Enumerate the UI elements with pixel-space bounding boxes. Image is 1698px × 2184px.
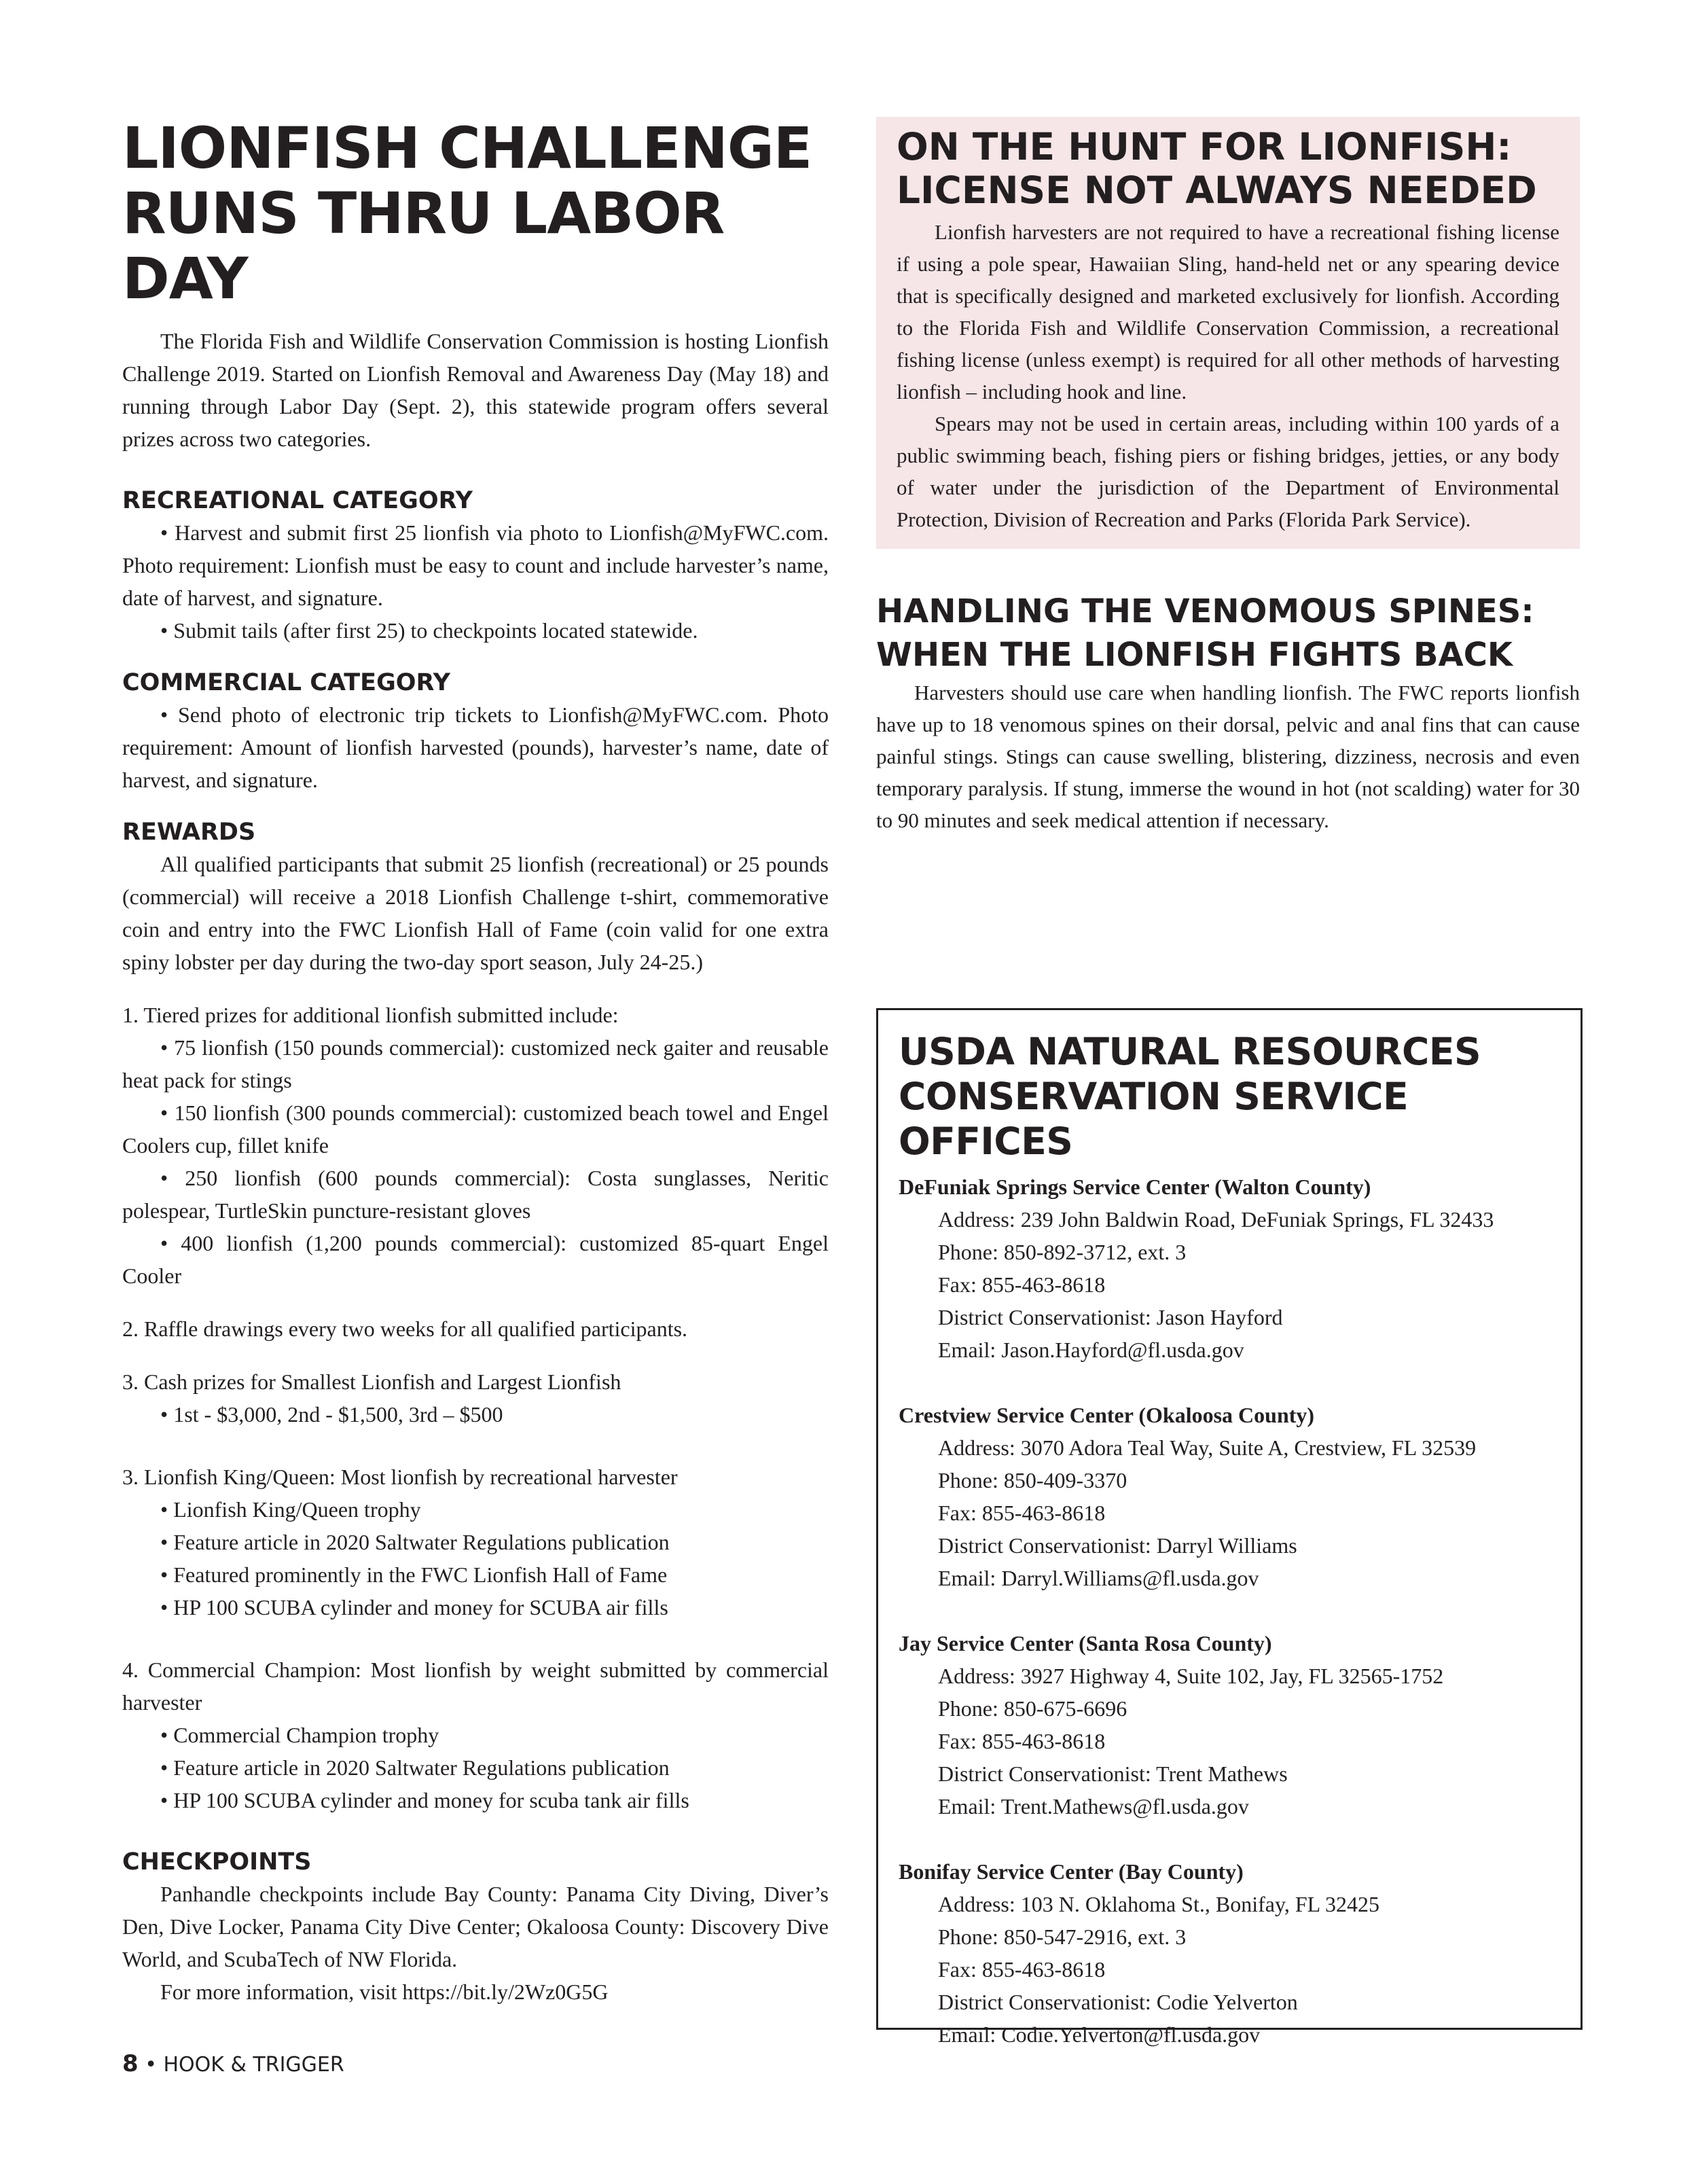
cash-intro: 3. Cash prizes for Smallest Lionfish and Largest Lionfish [122,1370,621,1394]
king-intro: 3. Lionfish King/Queen: Most lionfish by recreational harvester [122,1465,678,1489]
tiered-item-1: • 75 lionfish (150 pounds commercial): customized neck gaiter and reusable heat pack for stings [122,1035,829,1092]
office-conservationist: District Conservationist: Codie Yelverton [938,1990,1298,2014]
champion-item-3: • HP 100 SCUBA cylinder and money for scuba tank air fills [160,1788,689,1812]
license-title-line-1: ON THE HUNT FOR LIONFISH: [897,125,1512,168]
king-item-1: • Lionfish King/Queen trophy [160,1497,421,1522]
com-item-1: • Send photo of electronic trip tickets to Lionfish@MyFWC.com. Photo requirement: Amount of lionfish harvested (pounds), harvester’s name, date of harvest, and signature. [122,702,829,792]
rec-item-2: • Submit tails (after first 25) to checkpoints located statewide. [160,618,698,643]
office-email: Email: Jason.Hayford@fl.usda.gov [938,1338,1244,1362]
usda-title-line-1: USDA NATURAL RESOURCES [899,1030,1481,1073]
king-item-4: • HP 100 SCUBA cylinder and money for SCUBA air fills [160,1595,668,1619]
recreational-heading: RECREATIONAL CATEGORY [122,487,473,514]
tiered-intro: 1. Tiered prizes for additional lionfish submitted include: [122,1003,619,1027]
license-sidebar-box [876,117,1580,549]
office-fax: Fax: 855-463-8618 [938,1957,1106,1982]
office-email: Email: Darryl.Williams@fl.usda.gov [938,1566,1259,1590]
usda-title-line-2: CONSERVATION SERVICE OFFICES [899,1075,1409,1163]
venom-title-line-1: HANDLING THE VENOMOUS SPINES: [876,592,1534,630]
office-address: Address: 3070 Adora Teal Way, Suite A, Crestview, FL 32539 [938,1435,1477,1460]
venom-title [876,590,1580,677]
office-conservationist: District Conservationist: Darryl Williams [938,1533,1297,1558]
checkpoints-heading: CHECKPOINTS [122,1848,312,1876]
cash-item-1: • 1st - $3,000, 2nd - $1,500, 3rd – $500 [160,1402,503,1427]
tiered-item-2: • 150 lionfish (300 pounds commercial): customized beach towel and Engel Coolers cup, fillet knife [122,1100,829,1158]
page-number: 8 [122,2050,139,2077]
title-line-2: RUNS THRU LABOR DAY [122,180,725,312]
office-fax: Fax: 855-463-8618 [938,1272,1106,1297]
champion-item-2: • Feature article in 2020 Saltwater Regulations publication [160,1755,670,1780]
page-footer [122,2050,344,2079]
champion-item-1: • Commercial Champion trophy [160,1723,439,1747]
office-conservationist: District Conservationist: Trent Mathews [938,1761,1288,1786]
raffle-line: 2. Raffle drawings every two weeks for all qualified participants. [122,1317,688,1341]
venom-article [876,590,1580,836]
more-info-line: For more information, visit https://bit.ly/2Wz0G5G [160,1980,609,2004]
office-phone: Phone: 850-675-6696 [938,1696,1127,1721]
office-email: Email: Trent.Mathews@fl.usda.gov [938,1794,1249,1819]
office-bonifay [899,1855,1560,2051]
office-phone: Phone: 850-547-2916, ext. 3 [938,1925,1187,1949]
king-item-3: • Featured prominently in the FWC Lionfish Hall of Fame [160,1562,668,1587]
article-title [122,115,829,311]
office-name: Bonifay Service Center (Bay County) [899,1859,1244,1884]
lionfish-challenge-article [122,115,829,2008]
king-item-2: • Feature article in 2020 Saltwater Regulations publication [160,1530,670,1554]
title-line-1: LIONFISH CHALLENGE [122,115,812,181]
office-crestview [899,1399,1560,1594]
usda-offices-box [876,1008,1583,2047]
tiered-item-4: • 400 lionfish (1,200 pounds commercial): customized 85-quart Engel Cooler [122,1231,829,1288]
venom-title-line-2: WHEN THE LIONFISH FIGHTS BACK [876,636,1513,674]
venom-paragraph: Harvesters should use care when handling lionfish. The FWC reports lionfish have up to 18 venomous spines on their dorsal, pelvic and anal fins that can cause painful stings. Stings can cause swelling, blistering, dizziness, necrosis and even temporary paralysis. If stung, immerse the wound in hot (not scalding) water for 30 to 90 minutes and seek medical attention if necessary. [876,681,1580,832]
office-phone: Phone: 850-409-3370 [938,1468,1127,1492]
office-address: Address: 3927 Highway 4, Suite 102, Jay, FL 32565-1752 [938,1664,1444,1688]
usda-title [899,1029,1560,1164]
rewards-paragraph: All qualified participants that submit 25 lionfish (recreational) or 25 pounds (commercial) will receive a 2018 Lionfish Challenge t-shirt, commemorative coin and entry into the FWC Lionfish Hall of Fame (coin valid for one extra spiny lobster per day during the two-day sport season, July 24-25.) [122,852,829,974]
license-title [897,125,1559,212]
office-email: Email: Codie.Yelverton@fl.usda.gov [938,2022,1261,2047]
office-address: Address: 103 N. Oklahoma St., Bonifay, FL 32425 [938,1892,1380,1916]
rewards-heading: REWARDS [122,819,256,846]
office-phone: Phone: 850-892-3712, ext. 3 [938,1240,1187,1264]
footer-separator: • [145,2053,157,2077]
publication-name: HOOK & TRIGGER [163,2053,344,2077]
intro-paragraph: The Florida Fish and Wildlife Conservation Commission is hosting Lionfish Challenge 2019. Started on Lionfish Removal and Awareness Day (May 18) and running through Labor Day (Sept. 2), this statewide program offers several prizes across two categories. [122,329,829,451]
office-name: Crestview Service Center (Okaloosa County) [899,1403,1315,1427]
checkpoints-paragraph: Panhandle checkpoints include Bay County: Panama City Diving, Diver’s Den, Dive Locker, Panama City Dive Center; Okaloosa County: Discovery Dive World, and ScubaTech of NW Florida. [122,1882,829,1971]
office-conservationist: District Conservationist: Jason Hayford [938,1305,1283,1329]
office-fax: Fax: 855-463-8618 [938,1501,1106,1525]
office-name: Jay Service Center (Santa Rosa County) [899,1631,1272,1655]
license-paragraph-1: Lionfish harvesters are not required to have a recreational fishing license if using a pole spear, Hawaiian Sling, hand-held net or any spearing device that is specifically designed and marketed exclusively for lionfish. According to the Florida Fish and Wildlife Conservation Commission, a recreational fishing license (unless exempt) is required for all other methods of harvesting lionfish – including hook and line. [897,220,1559,404]
office-fax: Fax: 855-463-8618 [938,1729,1106,1753]
office-name: DeFuniak Springs Service Center (Walton County) [899,1175,1371,1199]
office-address: Address: 239 John Baldwin Road, DeFuniak Springs, FL 32433 [938,1207,1494,1232]
right-column [876,117,1580,836]
license-paragraph-2: Spears may not be used in certain areas, including within 100 yards of a public swimming beach, fishing piers or fishing bridges, jetties, or any body of water under the jurisdiction of the Department of Environmental Protection, Division of Recreation and Parks (Florida Park Service). [897,412,1559,531]
commercial-heading: COMMERCIAL CATEGORY [122,669,450,696]
office-jay [899,1627,1560,1823]
license-title-line-2: LICENSE NOT ALWAYS NEEDED [897,168,1537,212]
office-defuniak [899,1170,1560,1366]
tiered-item-3: • 250 lionfish (600 pounds commercial): Costa sunglasses, Neritic polespear, TurtleSkin puncture-resistant gloves [122,1166,829,1223]
rec-item-1: • Harvest and submit first 25 lionfish via photo to Lionfish@MyFWC.com. Photo requirement: Lionfish must be easy to count and include harvester’s name, date of harvest, and signature. [122,520,829,610]
champion-intro: 4. Commercial Champion: Most lionfish by weight submitted by commercial harvester [122,1658,829,1715]
